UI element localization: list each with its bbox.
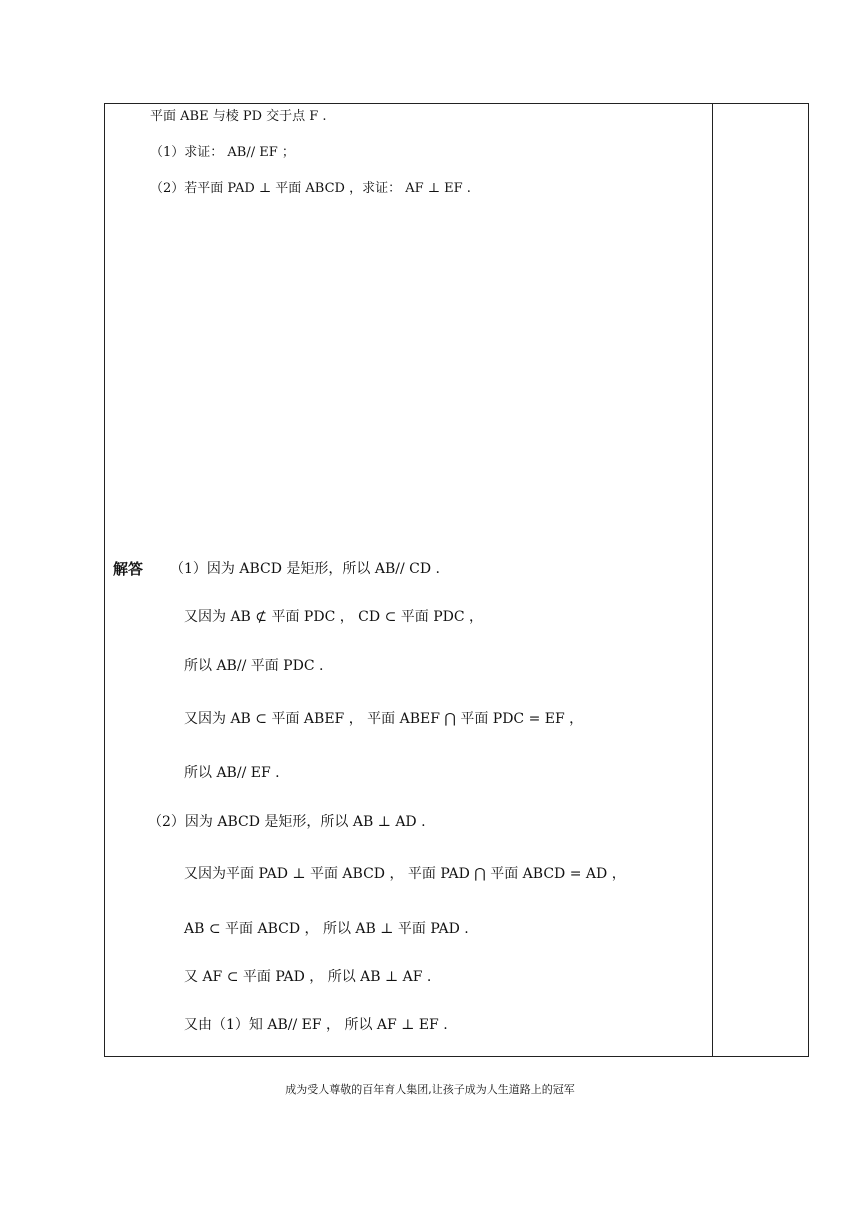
content-table xyxy=(104,103,809,1057)
problem-line-3: （2）若平面 PAD ⊥ 平面 ABCD ，求证： AF ⊥ EF . xyxy=(150,181,471,196)
answer-part2-line-2: 又因为平面 PAD ⊥ 平面 ABCD ， 平面 PAD ⋂ 平面 ABCD = AD ， xyxy=(184,866,626,882)
answer-part2-line-4: 又 AF ⊂ 平面 PAD ， 所以 AB ⊥ AF . xyxy=(184,969,432,985)
answer-label: 解答 xyxy=(113,560,144,578)
answer-part1-line-5: 所以 AB// EF . xyxy=(184,765,280,781)
page-footer: 成为受人尊敬的百年育人集团,让孩子成为人生道路上的冠军 xyxy=(285,1083,575,1096)
answer-part1-line-1: （1）因为 ABCD 是矩形，所以 AB// CD . xyxy=(170,561,440,577)
answer-part1-line-4: 又因为 AB ⊂ 平面 ABEF ， 平面 ABEF ⋂ 平面 PDC = EF ， xyxy=(184,711,584,727)
answer-part1-line-2: 又因为 AB ⊄ 平面 PDC ， CD ⊂ 平面 PDC ， xyxy=(184,609,484,625)
answer-part2-line-5: 又由（1）知 AB// EF ， 所以 AF ⊥ EF . xyxy=(184,1017,448,1033)
answer-part1-line-3: 所以 AB// 平面 PDC . xyxy=(184,658,324,674)
problem-line-1: 平面 ABE 与棱 PD 交于点 F . xyxy=(150,109,327,124)
problem-line-2: （1）求证： AB// EF ； xyxy=(150,145,295,160)
table-column-divider xyxy=(712,103,713,1057)
answer-part2-line-3: AB ⊂ 平面 ABCD ， 所以 AB ⊥ 平面 PAD . xyxy=(184,921,469,937)
answer-part2-line-1: （2）因为 ABCD 是矩形，所以 AB ⊥ AD . xyxy=(148,814,426,830)
